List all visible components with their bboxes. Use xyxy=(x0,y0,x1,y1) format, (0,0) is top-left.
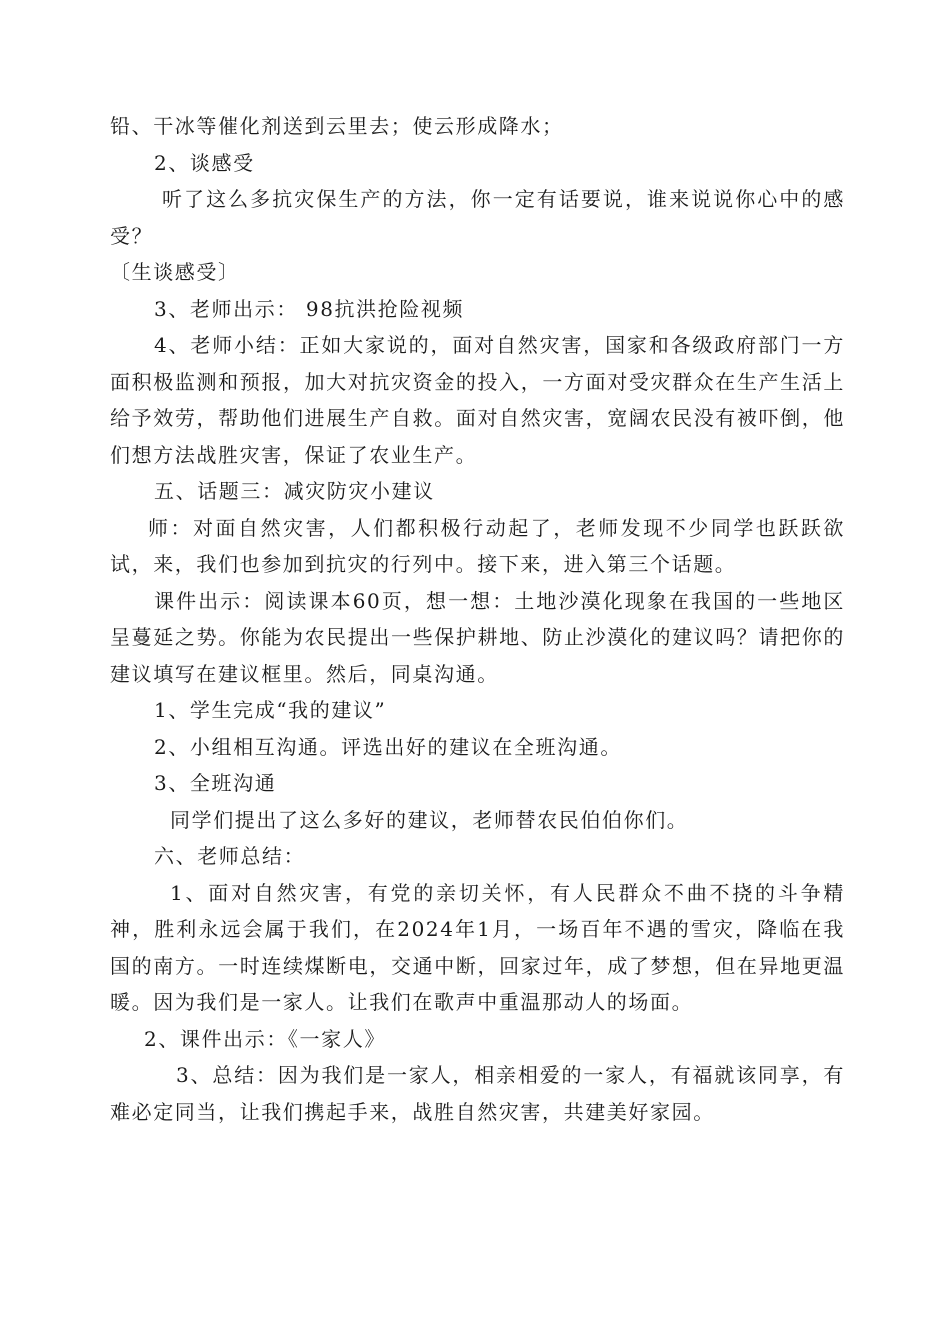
paragraph: 3、总结：因为我们是一家人，相亲相爱的一家人，有福就该同享，有难必定同当，让我们携起手来，战胜自然灾害，共建美好家园。 xyxy=(110,1063,845,1124)
section-item: 2、谈感受 xyxy=(154,150,255,175)
paragraph: 课件出示：阅读课本60页，想一想：土地沙漠化现象在我国的一些地区呈蔓延之势。你能为农民提出一些保护耕地、防止沙漠化的建议吗？请把你的建议填写在建议框里。然后，同桌沟通。 xyxy=(110,588,845,686)
section-heading: 六、老师总结： xyxy=(154,844,306,868)
paragraph: 同学们提出了这么多好的建议，老师替农民伯伯你们。 xyxy=(170,807,689,832)
paragraph: 〔生谈感受〕 xyxy=(110,260,240,284)
paragraph: 4、老师小结：正如大家说的，面对自然灾害，国家和各级政府部门一方面积极监测和预报，加大对抗灾资金的投入，一方面对受灾群众在生产生活上给予效劳，帮助他们进展生产自救。面对自然灾害，宽阔农民没有被吓倒，他们想方法战胜灾害，保证了农业生产。 xyxy=(110,333,845,467)
section-item: 2、小组相互沟通。评选出好的建议在全班沟通。 xyxy=(154,734,622,759)
section-item: 3、老师出示： 98抗洪抢险视频 xyxy=(154,296,465,321)
section-item: 3、全班沟通 xyxy=(154,771,277,795)
paragraph: 听了这么多抗灾保生产的方法，你一定有话要说，谁来说说你心中的感受？ xyxy=(110,187,845,248)
paragraph: 铅、干冰等催化剂送到云里去；使云形成降水； xyxy=(110,114,564,138)
document-body xyxy=(110,108,845,1130)
paragraph: 师：对面自然灾害，人们都积极行动起了，老师发现不少同学也跃跃欲试，来，我们也参加到抗灾的行列中。接下来，进入第三个话题。 xyxy=(110,515,845,576)
paragraph: 1、面对自然灾害，有党的亲切关怀，有人民群众不曲不挠的斗争精神，胜利永远会属于我们，在2024年1月，一场百年不遇的雪灾，降临在我国的南方。一时连续煤断电，交通中断，回家过年，成了梦想，但在异地更温暖。因为我们是一家人。让我们在歌声中重温那动人的场面。 xyxy=(110,880,845,1014)
section-item: 2、课件出示：《一家人》 xyxy=(144,1026,386,1051)
section-item: 1、学生完成“我的建议” xyxy=(154,698,387,722)
section-heading: 五、话题三：减灾防灾小建议 xyxy=(154,479,435,503)
